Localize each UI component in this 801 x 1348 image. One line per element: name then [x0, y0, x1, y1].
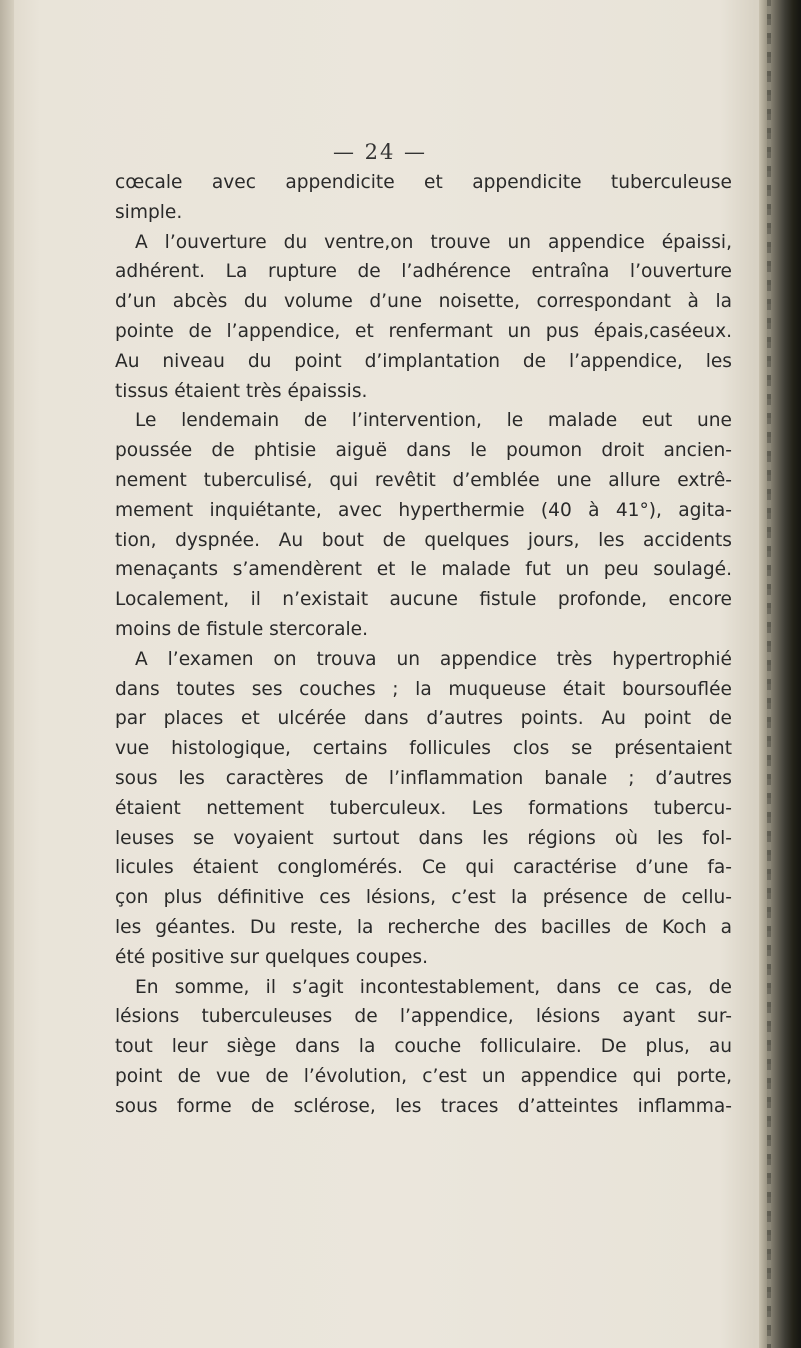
text-line: licules étaient conglomérés. Ce qui caractérise d’une fa- [115, 857, 732, 879]
text-line: étaient nettement tuberculeux. Les formations tubercu- [115, 797, 732, 819]
text-line: menaçants s’amendèrent et le malade fut un peu soulagé. [115, 559, 732, 581]
text-line: dans toutes ses couches ; la muqueuse était boursouflée [115, 678, 732, 700]
text-line: poussée de phtisie aiguë dans le poumon droit ancien- [115, 440, 732, 462]
text-line: Localement, il n’existait aucune fistule profonde, encore [115, 589, 732, 611]
text-line: point de vue de l’évolution, c’est un appendice qui porte, [115, 1065, 732, 1087]
text-line: Au niveau du point d’implantation de l’appendice, les [115, 350, 732, 372]
text-line: A l’examen on trouva un appendice très hypertrophié [135, 648, 732, 670]
text-line: tion, dyspnée. Au bout de quelques jours, les accidents [115, 529, 732, 551]
text-line: par places et ulcérée dans d’autres points. Au point de [115, 708, 732, 730]
text-line: adhérent. La rupture de l’adhérence entraîna l’ouverture [115, 261, 732, 283]
text-line: tissus étaient très épaissis. [115, 380, 368, 402]
text-line: lésions tuberculeuses de l’appendice, lésions ayant sur- [115, 1006, 732, 1028]
text-line: leuses se voyaient surtout dans les régions où les fol- [115, 827, 732, 849]
text-line: sous les caractères de l’inflammation banale ; d’autres [115, 767, 732, 789]
text-line: A l’ouverture du ventre,on trouve un appendice épaissi, [135, 231, 732, 253]
text-line: En somme, il s’agit incontestablement, dans ce cas, de [135, 976, 732, 998]
text-line: sous forme de sclérose, les traces d’atteintes inflamma- [115, 1095, 732, 1117]
book-binding-shadow [759, 0, 801, 1348]
text-line: cœcale avec appendicite et appendicite tuberculeuse [115, 172, 732, 193]
text-line: simple. [115, 201, 183, 223]
text-line: moins de fistule stercorale. [115, 618, 368, 640]
text-line: nement tuberculisé, qui revêtit d’emblée une allure extrê- [115, 469, 732, 491]
text-line: d’un abcès du volume d’une noisette, correspondant à la [115, 291, 732, 313]
text-line: pointe de l’appendice, et renfermant un pus épais,caséeux. [115, 320, 732, 342]
page-left-edge [0, 0, 14, 1348]
text-line: tout leur siège dans la couche folliculaire. De plus, au [115, 1036, 732, 1058]
text-line: çon plus définitive ces lésions, c’est la présence de cellu- [115, 887, 732, 909]
text-line: les géantes. Du reste, la recherche des bacilles de Koch a [115, 916, 732, 938]
page-number: — 24 — [332, 140, 428, 164]
text-line: Le lendemain de l’intervention, le malade eut une [135, 410, 732, 432]
body-text [115, 168, 732, 1122]
text-line: mement inquiétante, avec hyperthermie (40 à 41°), agita- [115, 499, 732, 521]
text-line: été positive sur quelques coupes. [115, 946, 428, 968]
text-line: vue histologique, certains follicules clos se présentaient [115, 738, 732, 760]
